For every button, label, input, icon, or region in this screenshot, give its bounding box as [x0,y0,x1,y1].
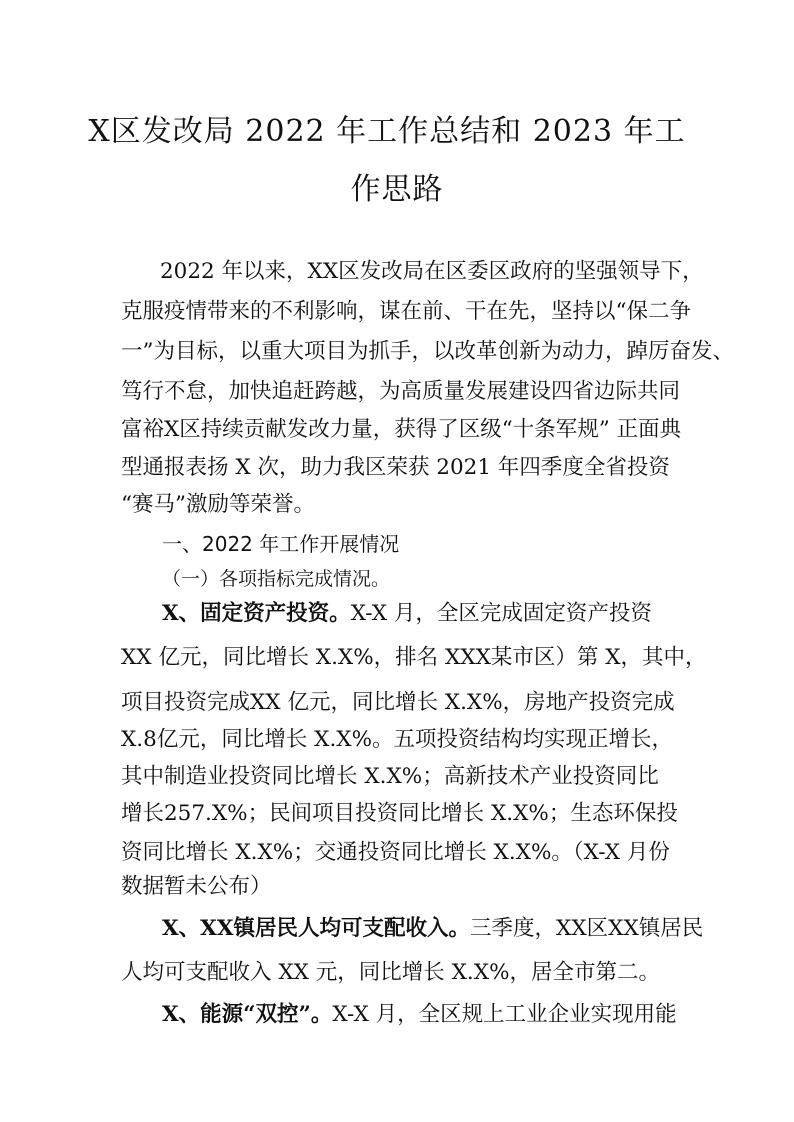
intro-line: 一”为目标，以重大项目为抓手，以改革创新为动力，踔厉奋发、 [121,339,734,364]
intro-line: 型通报表扬 X 次，助力我区荣获 2021 年四季度全省投资 [121,455,670,480]
intro-line: 克服疫情带来的不利影响，谋在前、干在先，坚持以“保二争 [121,299,691,324]
income-line: 人均可支配收入 XX 元，同比增长 X.X%，居全市第二。 [121,960,660,985]
intro-line: 笃行不怠，加快追赶跨越，为高质量发展建设四省边际共同 [121,379,681,404]
investment-line: X.8亿元，同比增长 X.X%。五项投资结构均实现正增长， [121,727,674,752]
energy-lead: X、能源“双控”。 [162,1002,333,1027]
investment-line: 资同比增长 X.X%；交通投资同比增长 X.X%。（X-X 月份 [121,840,670,865]
investment-line: XX 亿元，同比增长 X.X%，排名 XXX某市区）第 X，其中， [121,645,707,670]
investment-line: 数据暂未公布） [121,874,272,899]
investment-first-line [162,599,652,629]
investment-line: 其中制造业投资同比增长 X.X%；高新技术产业投资同比 [121,764,659,789]
investment-line: 项目投资完成XX 亿元，同比增长 X.X%，房地产投资完成 [121,690,675,715]
energy-text: X-X 月，全区规上工业企业实现用能 [332,1002,677,1027]
income-first-line [162,914,703,944]
energy-first-line [162,1000,677,1030]
investment-text: X-X 月，全区完成固定资产投资 [350,601,652,626]
investment-lead: X、固定资产投资。 [162,601,351,626]
intro-line: 2022 年以来，XX区发改局在区委区政府的坚强领导下， [160,259,704,284]
income-text: 三季度，XX区XX镇居民 [470,916,704,941]
investment-line: 增长257.X%；民间项目投资同比增长 X.X%；生态环保投 [121,801,678,826]
document-title-line2: 作思路 [350,172,444,207]
document-title-line1: X区发改局 2022 年工作总结和 2023 年工 [88,114,686,149]
intro-line: “赛马”激励等荣誉。 [121,492,315,517]
intro-line: 富裕X区持续贡献发改力量，获得了区级“十条军规” 正面典 [121,417,682,442]
income-lead: X、XX镇居民人均可支配收入。 [162,916,471,941]
section-heading: 一、2022 年工作开展情况 [162,532,400,556]
subsection-heading: （一）各项指标完成情况。 [162,568,391,590]
